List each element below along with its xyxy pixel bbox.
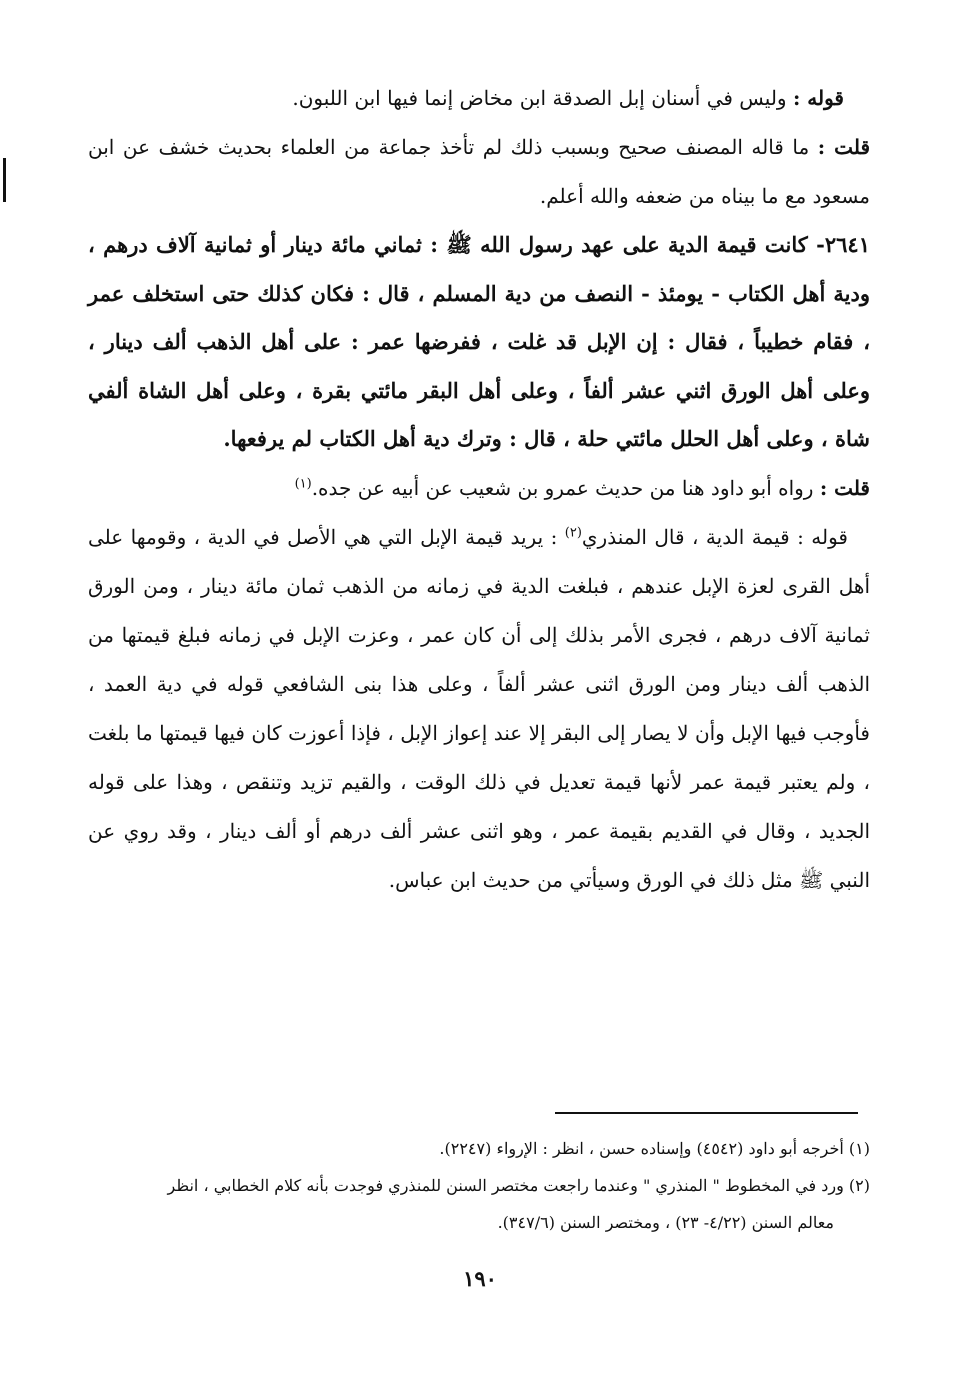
paragraph-qawluh-2: [88, 513, 870, 905]
footnote-ref-2[interactable]: (٢): [564, 524, 582, 540]
page-number: ١٩٠: [463, 1266, 497, 1291]
paragraph-lead: قلت :: [819, 475, 870, 500]
paragraph-qultu-2: [88, 464, 870, 513]
hadith-2641: [88, 221, 870, 464]
paragraph-text: ما قاله المصنف صحيح وبسبب ذلك لم تأخذ جماعة من العلماء بحديث خشف عن ابن مسعود مع ما بيناه من ضعفه والله أعلم.: [88, 135, 870, 208]
main-text: [88, 74, 870, 905]
footnote-2-continued: معالم السنن (٤/٢٢- ٢٣) ، ومختصر السنن (٣٤٧/٦).: [497, 1213, 834, 1232]
paragraph-qawluh-1: [88, 74, 870, 123]
paragraph-text: وليس في أسنان إبل الصدقة ابن مخاض إنما فيها ابن اللبون.: [292, 86, 793, 110]
paragraph-qultu-1: [88, 123, 870, 221]
paragraph-lead: قلت :: [817, 135, 870, 159]
paragraph-text: قيمة الدية ، قال المنذري: [581, 524, 798, 549]
footnote-1: (١) أخرجه أبو داود (٤٥٤٢) وإسناده حسن ، انظر : الإرواء (٢٢٤٧).: [439, 1139, 870, 1158]
paragraph-text-cont: : يريد قيمة الإبل التي هي الأصل في الدية ، وقومها على أهل القرى لعزة الإبل عندهم ، فبلغت الدية في زمانه من الذهب ثمان مائة دينار ، ومن الورق ثمانية آلاف درهم ، فجرى الأمر بذلك إلى أن كان عمر ، وعزت الإبل في زمانه فبلغ قيمتها من الذهب ألف دينار ومن الورق اثنى عشر ألفاً ، وعلى هذا بنى الشافعي قوله في دية العمد ، فأوجب فيها الإبل وأن لا يصار إلى البقر إلا عند إعواز الإبل ، فإذا أعوزت كان فيها قيمتها ما بلغت ، ولم يعتبر قيمة عمر لأنها قيمة تعديل في ذلك الوقت ، والقيم تزيد وتنقص ، وهذا على قوله الجديد ، وقال في القديم بقيمة عمر ، وهو اثنى عشر ألف درهم أو ألف دينار ، وقد روي عن النبي ﷺ مثل ذلك في الورق وسيأتي من حديث ابن عباس.: [88, 524, 870, 892]
footnote-divider: [555, 1112, 858, 1114]
paragraph-text: رواه أبو داود هنا من حديث عمرو بن شعيب عن أبيه عن جده.: [311, 475, 820, 500]
footnote-2: (٢) ورد في المخطوط " المنذري " وعندما راجعت مختصر السنن للمنذري فوجدت بأنه كلام الخطابي ، انظر: [167, 1176, 870, 1195]
margin-mark: [3, 158, 6, 202]
paragraph-lead: قوله :: [792, 86, 844, 110]
footnote-ref-1[interactable]: (١): [294, 475, 312, 491]
hadith-text: ٢٦٤١- كانت قيمة الدية على عهد رسول الله ﷺ : ثماني مائة دينار أو ثمانية آلاف درهم ، ودية أهل الكتاب - يومئذ - النصف من دية المسلم ، قال : فكان كذلك حتى استخلف عمر ، فقام خطيباً ، فقال : إن الإبل قد غلت ، ففرضها عمر : على أهل الذهب ألف دينار ، وعلى أهل الورق اثني عشر ألفاً ، وعلى أهل البقر مائتي بقرة ، وعلى أهل الشاة ألفي شاة ، وعلى أهل الحلل مائتي حلة ، قال : وترك دية أهل الكتاب لم يرفعها.: [88, 232, 870, 451]
paragraph-lead: قوله :: [797, 524, 848, 549]
footnotes: [88, 1130, 870, 1241]
